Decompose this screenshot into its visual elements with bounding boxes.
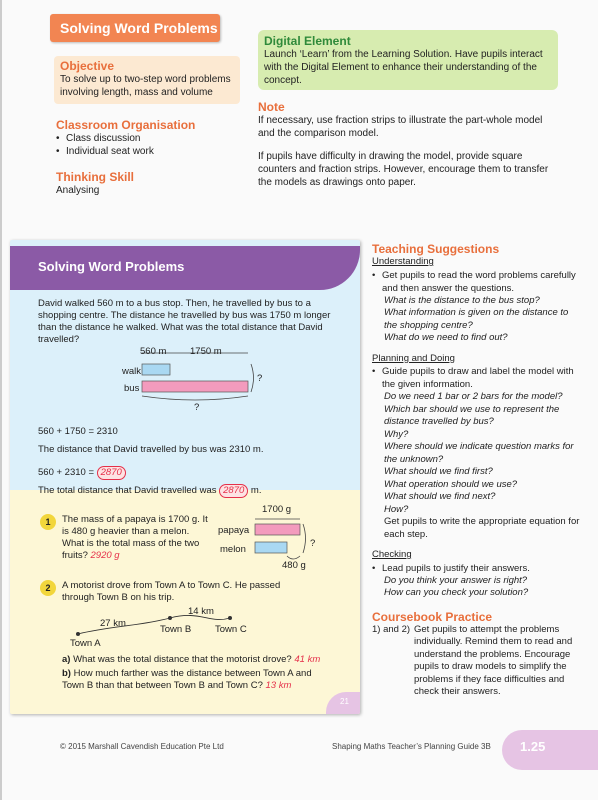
town-a-dot [76,632,80,636]
objective-box [54,56,240,104]
list-item: • Get pupils to read the word problems carefully and then answer the questions. [372,269,582,295]
practice-text: 1) and 2) Get pupils to attempt the problems individually. Remind them to read and understand the problems. Encourage pupils to draw models to simplify the problems if they face difficulties and check their answers. [372,623,573,697]
digital-element-box [258,30,558,90]
classroom-organisation: Classroom Organisation • Class discussion • Individual seat work [56,118,246,158]
question-2b: b) How much farther was the distance between Town A and Town B than that between Town B and Town C? 13 km [62,668,312,691]
panel-banner [10,246,360,290]
copyright: © 2015 Marshall Cavendish Education Pte Ltd [60,742,224,751]
list-item: • Individual seat work [56,145,246,158]
thinking-skill: Thinking Skill Analysing [56,170,135,196]
answer-line: The total distance that David travelled was 2870 m. [38,485,262,496]
question-1-number: 1 [40,514,56,530]
guide-title: Shaping Maths Teacher’s Planning Guide 3B [332,742,491,751]
list-item: • Guide pupils to draw and label the model with the given information. [372,365,582,391]
bus-bar [142,381,248,392]
question-1-text: The mass of a papaya is 1700 g. It is 480 g heavier than a melon. What is the total mass of the two fruits? 2920 g [62,514,208,561]
coursebook-page-number: 21 [326,692,360,714]
town-c-dot [228,616,232,620]
objective-text: To solve up to two-step word problems involving length, mass and volume [60,74,231,98]
town-b-dot [168,616,172,620]
lesson-title: Solving Word Problems [50,14,220,42]
papaya-bar [255,524,300,535]
question-2a: a) What was the total distance that the motorist drove? 41 km [62,654,321,665]
melon-bar [255,542,287,553]
question-2-number: 2 [40,580,56,596]
question-2-text: A motorist drove from Town A to Town C. He passed through Town B on his trip. [62,580,281,603]
list-item: • Class discussion [56,132,246,145]
page-number: 1.25 [502,730,598,770]
coursebook-panel: Solving Word Problems David walked 560 m to a bus stop. Then, he travelled by bus to a shopping centre. The distance he travelled by bus was 1750 m longer than the distance he walked. What was the total distance that David travelled? 560 m 1750 m walk bus ? ? 560 + 1750 = 2310 The distance that David travelled by bus was 2310 m. 560 + 2310 = 2870 The total distance that David travelled was 2870 m. 1 The mass of a papaya is 1700 g. It is 480 g heavier than a melon. What is the total mass of the two fruits? 2920 g 1700 g papaya melon ? 480 g 2 A motorist drove from Town A to Town C. He passed through Town B on his trip. 27 km 14 km Town A Town B Town C a) What was the total distance that the motorist drove? 41 km b) How much farther was the distance between Town A and Town B than that between Town B and Town C? 13 km 21 [10,240,360,714]
note-section: Note If necessary, use fraction strips to illustrate the part-whole model and the comparison model. If pupils have difficulty in drawing the model, provide square counters and fraction strips. However, encourage them to transfer the models as drawings onto paper. [258,100,549,188]
digital-heading: Digital Element [264,34,351,48]
digital-text: Launch ‘Learn’ from the Learning Solution. Have pupils interact with the Digital Element to enhance their understanding of the concept. [264,49,543,86]
equation-1: 560 + 1750 = 2310 [38,426,118,437]
teaching-suggestions: Teaching Suggestions Understanding • Get pupils to read the word problems carefully and then answer the questions. What is the distance to the bus stop? What information is given on the distance to the shopping centre? What do we need to find out? Planning and Doing • Guide pupils to draw and label the model with the given information. Do we need 1 bar or 2 bars for the model? Which bar should we use to represent the distance travelled by bus? Why? Where should we indicate question marks for the unknown? What should we find first? What operation should we use? What should we find next? How? Get pupils to write the appropriate equation for each step. Checking • Lead pupils to justify their answers. Do you think your answer is right? How can you check your solution? Coursebook Practice 1) and 2) Get pupils to attempt the problems individually. Remind them to read and understand the problems. Encourage pupils to draw models to simplify the problems if they face difficulties and check their answers. [372,242,582,699]
problem-text: David walked 560 m to a bus stop. Then, he travelled by bus to a shopping centre. The distance he travelled by bus was 1750 m longer than the distance he walked. What was the total distance that David travelled? [38,298,331,345]
list-item: • Lead pupils to justify their answers. [372,562,582,575]
walk-bar [142,364,170,375]
equation-2: 560 + 2310 = 2870 [38,466,126,480]
objective-heading: Objective [60,59,115,73]
panel-title: Solving Word Problems [38,259,185,274]
